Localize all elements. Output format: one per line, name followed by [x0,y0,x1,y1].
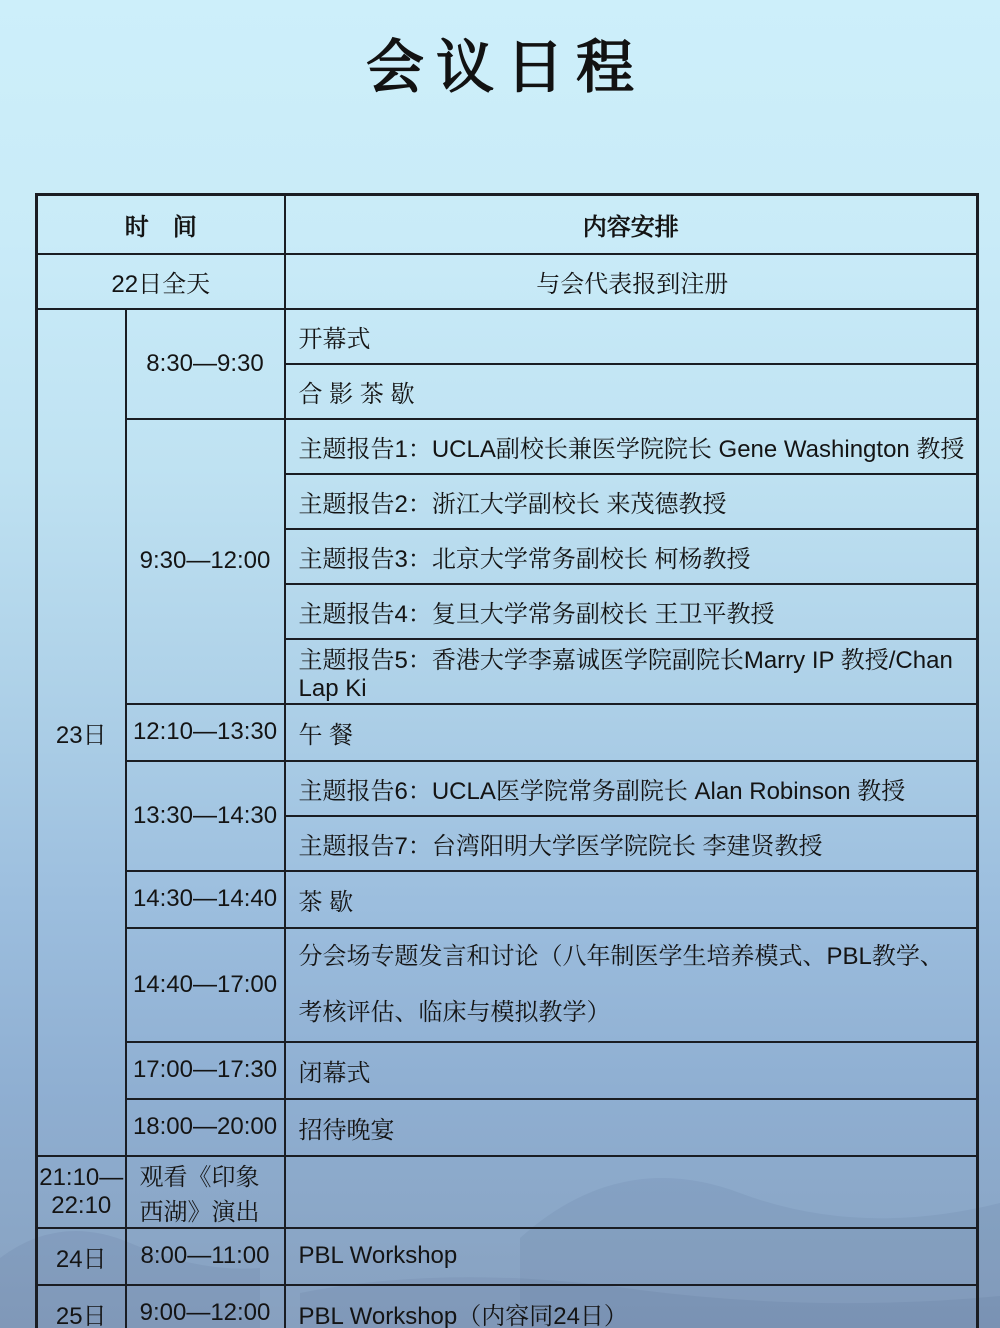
column-header-content: 内容安排 [285,195,978,254]
day22-label: 22日全天 [37,254,285,309]
activity-cell: 主题报告6：UCLA医学院常务副院长 Alan Robinson 教授 [285,761,978,816]
slot-time [126,928,285,1042]
slot-time [126,1099,285,1156]
page-title: 会议日程 [365,35,646,100]
column-header-time: 时 间 [37,195,285,254]
slot-time [126,419,285,704]
activity-cell: 主题报告4：复旦大学常务副校长 王卫平教授 [285,584,978,639]
activity-cell: PBL Workshop [285,1228,978,1285]
slot-time-label: 13:30—14:30 [132,801,278,829]
slot-time [126,704,285,761]
slot-time [126,1228,285,1285]
activity-cell: 开幕式 [285,309,978,364]
activity-cell: 主题报告7：台湾阳明大学医学院院长 李建贤教授 [285,816,978,871]
slot-time-label: 17:00—17:30 [132,1056,278,1083]
activity-cell: 合 影 茶 歇 [285,364,978,419]
schedule-table [35,193,979,1328]
activity-cell: 主题报告2：浙江大学副校长 来茂德教授 [285,474,978,529]
day23-label: 23日 [37,309,126,1156]
activity-cell: 分会场专题发言和讨论（八年制医学生培养模式、PBL教学、考核评估、临床与模拟教学） [285,928,978,1042]
slot-time-label: 8:00—11:00 [140,1242,270,1269]
activity-cell: PBL Workshop（内容同24日） [285,1285,978,1328]
slot-time [126,871,285,928]
slot-time-label: 9:30—12:00 [139,547,271,574]
slot-time-label: 8:30—9:30 [146,349,264,377]
activity-cell: 主题报告3：北京大学常务副校长 柯杨教授 [285,529,978,584]
day25-label: 25日 [37,1285,126,1328]
slot-time [126,1285,285,1328]
slot-time [126,309,285,419]
activity-cell: 闭幕式 [285,1042,978,1099]
day24-label: 24日 [37,1228,126,1285]
slot-time-label: 9:00—12:00 [139,1299,271,1326]
activity-cell: 主题报告1：UCLA副校长兼医学院院长 Gene Washington 教授 [285,419,978,474]
slot-time [37,1156,126,1228]
slot-time-label: 14:30—14:40 [132,885,278,912]
activity-cell: 招待晚宴 [285,1099,978,1156]
slot-time-label: 12:10—13:30 [132,718,278,745]
day22-activity: 与会代表报到注册 [285,254,978,309]
activity-cell: 主题报告5：香港大学李嘉诚医学院副院长Marry IP 教授/Chan Lap Ki [285,639,978,704]
activity-cell: 观看《印象西湖》演出 [126,1156,285,1228]
slot-time-label: 18:00—20:00 [132,1113,278,1140]
slot-time [126,1042,285,1099]
activity-cell: 午 餐 [285,704,978,761]
slot-time-label: 21:10—22:10 [39,1163,124,1219]
slot-time-label: 14:40—17:00 [132,970,278,998]
slot-time [126,761,285,871]
activity-cell: 茶 歇 [285,871,978,928]
